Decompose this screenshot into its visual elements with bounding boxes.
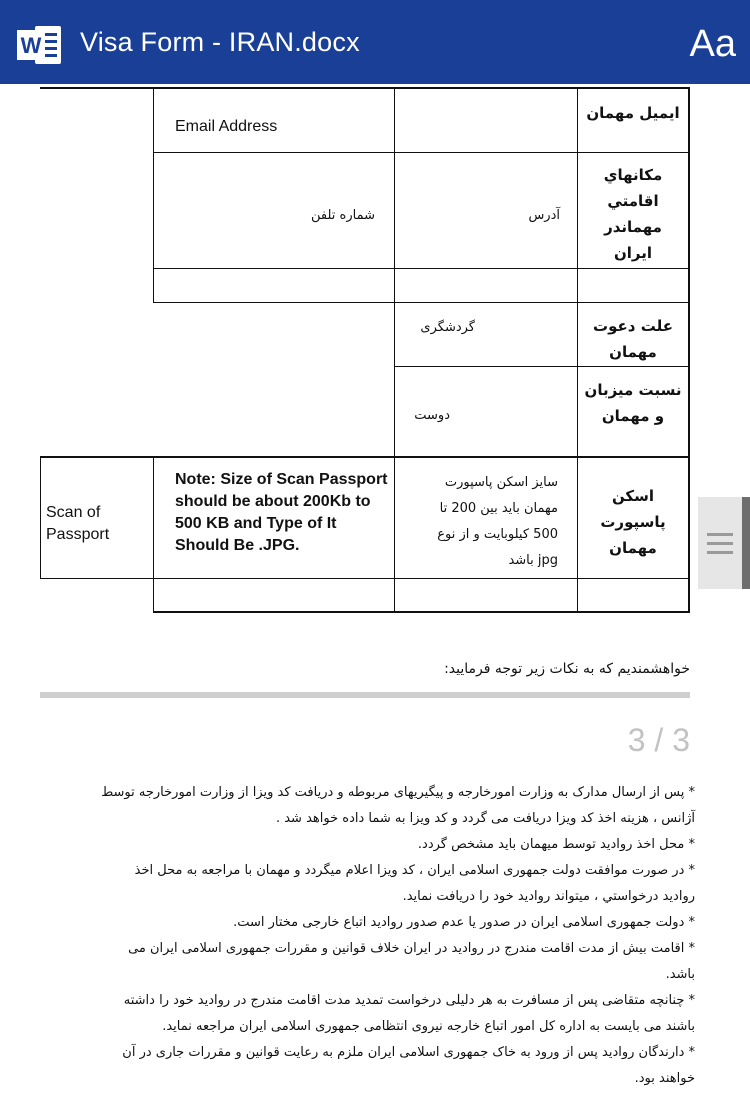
reason-value-fa: گردشگری — [420, 320, 475, 335]
relation-value-fa: دوست — [414, 408, 450, 423]
hamburger-menu-icon — [707, 533, 733, 536]
scan-label-en: Scan of Passport — [46, 504, 110, 543]
list-item: * اقامت بیش از مدت اقامت مندرج در روادید در ایران خلاف قوانین و مقررات جمهوری اسلامی ایران می باشد. — [128, 941, 695, 982]
scan-label-fa: اسکن پاسپورت مهمان — [600, 487, 666, 557]
notes-list — [100, 780, 695, 1092]
app-header — [0, 0, 750, 84]
email-label-fa: ايميل مهمان — [586, 104, 680, 122]
reason-label-fa: علت دعوت مهمان — [593, 317, 673, 361]
list-item: * محل اخذ روادید توسط میهمان باید مشخص گردد. — [417, 837, 695, 852]
scan-note-fa: سایز اسکن پاسپورت مهمان باید بین 200 تا 500 کیلوبایت و از نوع jpg باشد — [437, 475, 558, 568]
address-label-fa: آدرس — [528, 208, 560, 223]
list-item: * دارندگان روادید پس از ورود به خاک جمهوری اسلامی ایران ملزم به رعایت قوانین و مقررات جاری در آن خواهند بود. — [122, 1045, 695, 1086]
list-item: * چنانچه متقاضی پس از مسافرت به هر دلیلی درخواست تمدید مدت اقامت مندرج در روادید خود را داشته باشند می بایست به اداره کل امور اتباع خارجه نیروی انتظامی جمهوری اسلامی ایران مراجعه نماید. — [123, 993, 695, 1034]
phone-label-fa: شماره تلفن — [311, 208, 375, 223]
scan-note-en: Note: Size of Scan Passport should be about 200Kb to 500 KB and Type of It Should Be .JPG. — [175, 471, 388, 554]
side-panel-handle[interactable] — [698, 497, 750, 589]
list-item: * دولت جمهوری اسلامی ایران در صدور یا عدم صدور روادید اتباع خارجی مختار است. — [233, 915, 695, 930]
list-item: * پس از ارسال مدارک به وزارت امورخارجه و پیگیریهای مربوطه و دریافت کد ویزا از وزارت امورخارجه توسط آژانس ، هزینه اخذ کد ویزا دریافت می گردد و کد ویزا به شما داده خواهد شد . — [101, 785, 695, 826]
page-divider — [40, 692, 690, 698]
page-indicator: 3 / 3 — [627, 722, 690, 758]
notes-intro: خواهشمندیم که به نکات زیر توجه فرمایید: — [444, 661, 690, 677]
font-settings-button[interactable]: Aa — [689, 23, 736, 65]
panel-edge — [742, 497, 750, 589]
document-title: Visa Form - IRAN.docx — [80, 27, 360, 57]
svg-text:W: W — [20, 33, 42, 58]
residence-label-fa: مکانهاي اقامتي مهماندر ايران — [603, 166, 663, 262]
word-icon — [17, 24, 63, 66]
relation-label-fa: نسبت میزبان و مهمان — [584, 381, 682, 425]
list-item: * در صورت موافقت دولت جمهوری اسلامی ایران ، کد ویزا اعلام میگردد و مهمان با مراجعه به محل اخذ روادید درخواستي ، میتواند روادید خود را دریافت نماید. — [134, 863, 695, 904]
email-label-en: Email Address — [175, 118, 278, 135]
